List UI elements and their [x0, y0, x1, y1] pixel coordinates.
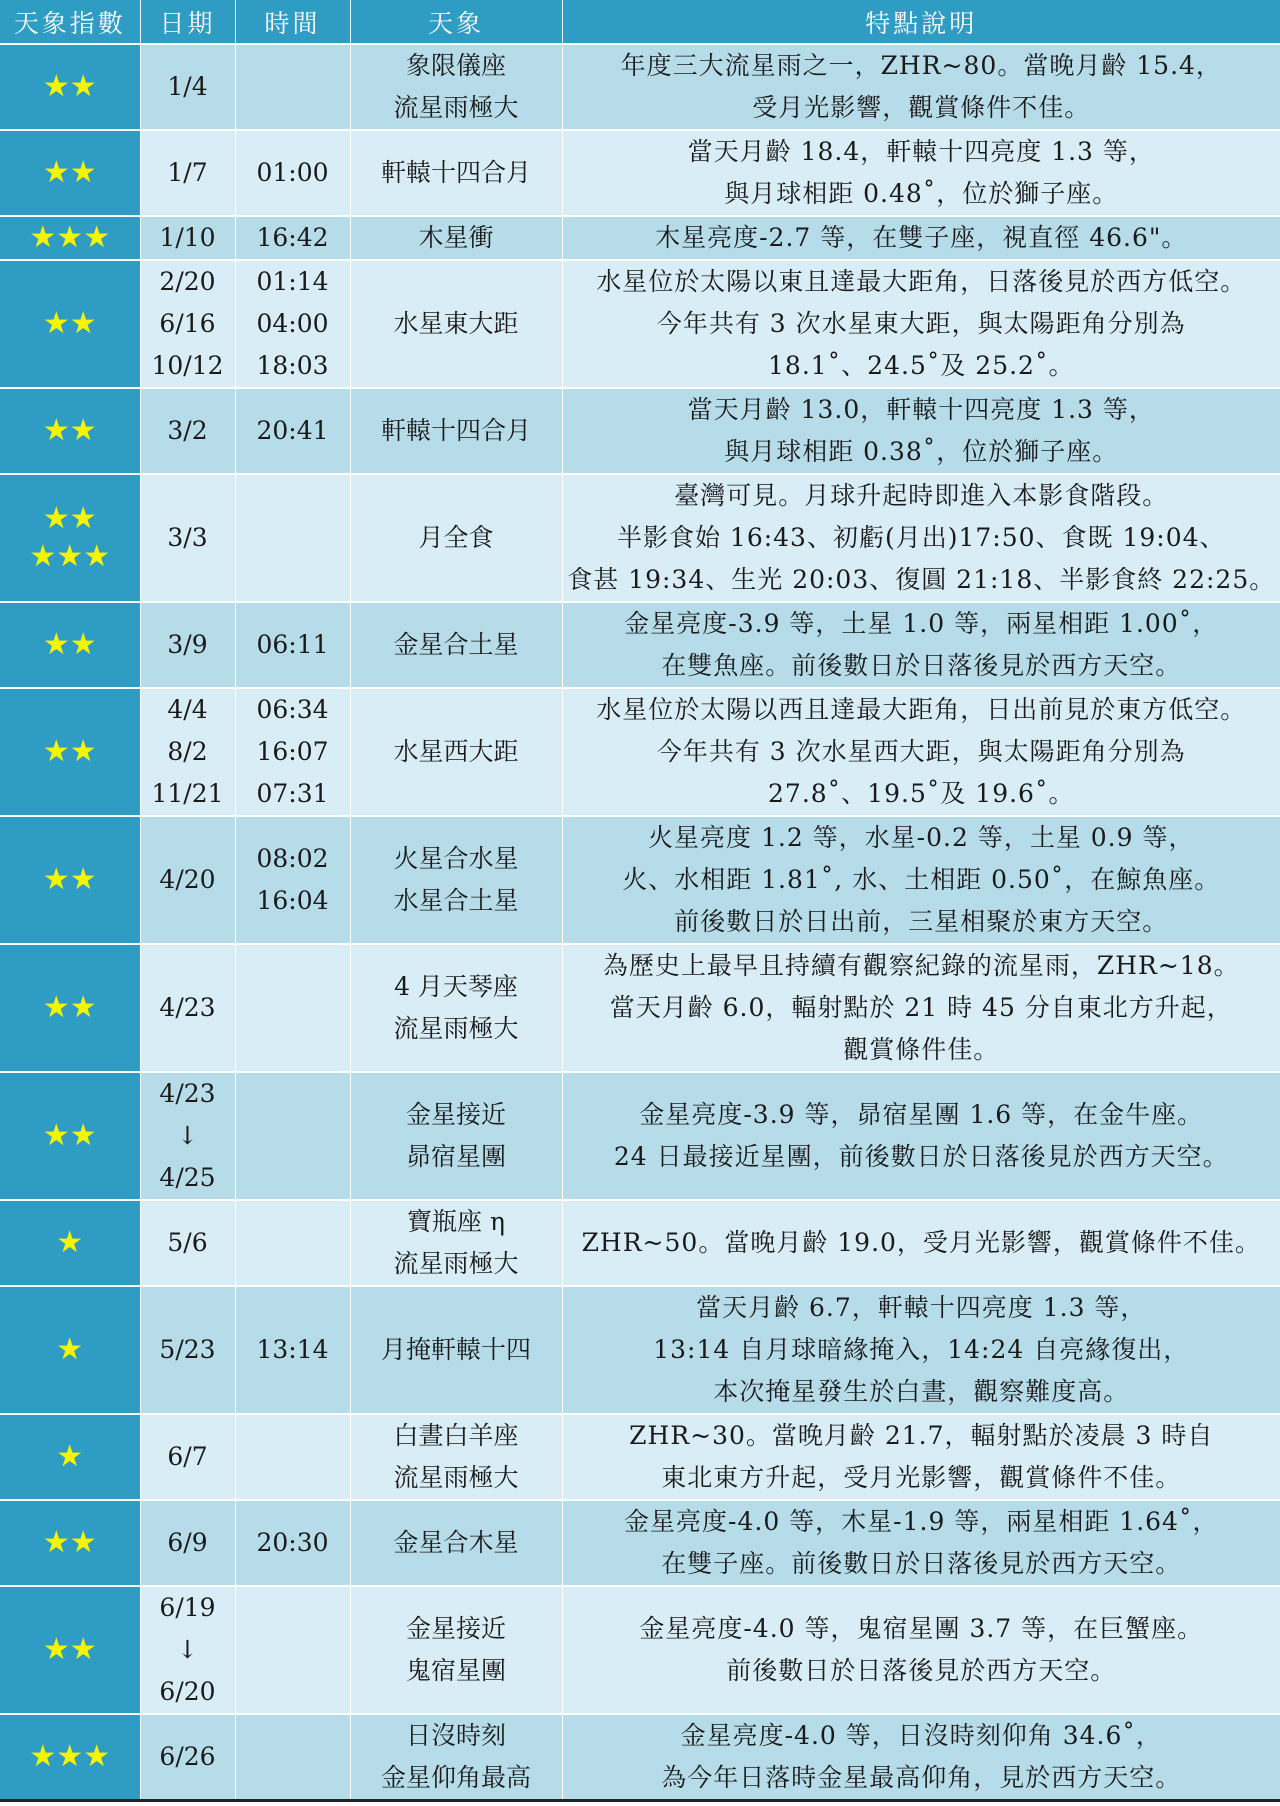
event-description-line: 前後數日於日出前，三星相聚於東方天空。	[674, 907, 1169, 936]
table-row	[0, 1500, 1280, 1586]
event-date-line: 5/6	[167, 1228, 208, 1257]
event-name	[350, 388, 562, 474]
event-description-line: 半影食始 16:43、初虧(月出)17:50、食既 19:04、	[616, 523, 1226, 552]
event-name	[350, 1286, 562, 1414]
event-date-line: 6/19	[159, 1593, 216, 1622]
event-time	[235, 1414, 350, 1500]
event-date-line: 6/26	[159, 1742, 216, 1771]
event-description-line: 水星位於太陽以西且達最大距角，日出前見於東方低空。	[596, 695, 1247, 724]
star-rating-line: ★★	[42, 862, 97, 897]
event-description-line: 金星亮度-4.0 等，木星-1.9 等，兩星相距 1.64˚，	[624, 1507, 1219, 1536]
event-description	[562, 1286, 1280, 1414]
event-name-line: 昴宿星團	[405, 1142, 506, 1171]
table-row	[0, 388, 1280, 474]
event-description-line: 木星亮度-2.7 等，在雙子座，視直徑 46.6"。	[655, 223, 1188, 252]
event-date-line: 4/25	[159, 1163, 216, 1192]
event-description	[562, 1072, 1280, 1200]
event-description-line: 金星亮度-4.0 等，日沒時刻仰角 34.6˚，	[680, 1721, 1162, 1750]
event-name	[350, 216, 562, 260]
event-time	[235, 44, 350, 130]
event-date	[140, 216, 235, 260]
event-date	[140, 816, 235, 944]
event-description-line: 觀賞條件佳。	[843, 1035, 1000, 1064]
event-time-line: 16:42	[256, 223, 329, 252]
event-date-line: 11/21	[151, 779, 224, 808]
event-description-line: 火、水相距 1.81˚, 水、土相距 0.50˚，在鯨魚座。	[622, 865, 1221, 894]
event-name-line: 流星雨極大	[393, 1014, 519, 1043]
event-name-line: 日沒時刻	[405, 1721, 506, 1750]
table-row	[0, 1072, 1280, 1200]
event-description-line: 27.8˚、19.5˚及 19.6˚。	[768, 779, 1075, 808]
event-name	[350, 1414, 562, 1500]
event-description-line: 金星亮度-3.9 等，土星 1.0 等，兩星相距 1.00˚，	[624, 609, 1219, 638]
event-description-line: 為今年日落時金星最高仰角，見於西方天空。	[661, 1763, 1182, 1792]
star-rating	[0, 130, 140, 216]
star-rating	[0, 1586, 140, 1714]
event-description	[562, 1714, 1280, 1801]
event-name-line: 水星合土星	[393, 886, 519, 915]
event-description	[562, 944, 1280, 1072]
event-time-line: 08:02	[256, 844, 329, 873]
event-date-line: 4/23	[159, 1079, 216, 1108]
star-rating	[0, 1072, 140, 1200]
event-time-line: 13:14	[256, 1335, 329, 1364]
event-name	[350, 44, 562, 130]
star-rating	[0, 44, 140, 130]
event-description-line: 今年共有 3 次水星東大距，與太陽距角分別為	[656, 309, 1186, 338]
star-rating-line: ★★	[42, 155, 97, 190]
table-row	[0, 44, 1280, 130]
star-rating-line: ★★	[42, 627, 97, 662]
event-name	[350, 130, 562, 216]
event-description-line: 為歷史上最早且持續有觀察紀錄的流星雨，ZHR~18。	[602, 951, 1240, 980]
table-row	[0, 1414, 1280, 1500]
event-date-line: 3/3	[167, 523, 208, 552]
event-description-line: 18.1˚、24.5˚及 25.2˚。	[768, 351, 1075, 380]
event-name	[350, 1714, 562, 1801]
star-rating-line: ★★★	[29, 539, 111, 574]
event-name-line: 鬼宿星團	[405, 1656, 506, 1685]
table-row	[0, 1714, 1280, 1801]
event-date-line: 1/10	[159, 223, 216, 252]
event-name	[350, 1200, 562, 1286]
header-event: 天象	[350, 0, 562, 44]
table-row	[0, 1200, 1280, 1286]
event-description	[562, 1200, 1280, 1286]
star-rating-line: ★★	[42, 501, 97, 536]
event-time	[235, 816, 350, 944]
event-time	[235, 944, 350, 1072]
event-date-line: 3/2	[167, 416, 208, 445]
event-time-line: 16:04	[256, 886, 329, 915]
event-description-line: 當天月齡 13.0，軒轅十四亮度 1.3 等，	[687, 395, 1155, 424]
event-date-line: 2/20	[159, 267, 216, 296]
table-row	[0, 260, 1280, 388]
table-row	[0, 474, 1280, 602]
event-time	[235, 1286, 350, 1414]
event-date-line: 4/4	[167, 695, 208, 724]
event-date	[140, 260, 235, 388]
event-name-line: 軒轅十四合月	[380, 158, 531, 187]
event-time	[235, 1586, 350, 1714]
event-date	[140, 1714, 235, 1801]
event-time-line: 07:31	[256, 779, 329, 808]
event-description-line: 金星亮度-3.9 等，昴宿星團 1.6 等，在金牛座。	[639, 1100, 1204, 1129]
event-description-line: 今年共有 3 次水星西大距，與太陽距角分別為	[656, 737, 1186, 766]
event-description-line: 本次掩星發生於白晝，觀察難度高。	[713, 1377, 1130, 1406]
event-time-line: 16:07	[256, 737, 329, 766]
event-description	[562, 474, 1280, 602]
event-description-line: 受月光影響，觀賞條件不佳。	[752, 93, 1091, 122]
event-time-line: 18:03	[256, 351, 329, 380]
header-description: 特點說明	[562, 0, 1280, 44]
event-description-line: 在雙子座。前後數日於日落後見於西方天空。	[661, 1549, 1182, 1578]
table-row	[0, 216, 1280, 260]
star-rating-line: ★	[56, 1225, 84, 1260]
event-name	[350, 1586, 562, 1714]
event-date-line: 5/23	[159, 1335, 216, 1364]
table-row	[0, 688, 1280, 816]
event-name-line: 流星雨極大	[393, 93, 519, 122]
event-date-line: ↓	[177, 1635, 198, 1664]
event-name-line: 白晝白羊座	[393, 1421, 519, 1450]
event-description	[562, 602, 1280, 688]
event-time	[235, 474, 350, 602]
event-name-line: 金星仰角最高	[380, 1763, 531, 1792]
event-date-line: ↓	[177, 1121, 198, 1150]
event-time	[235, 602, 350, 688]
event-time	[235, 388, 350, 474]
event-time	[235, 1200, 350, 1286]
star-rating	[0, 1200, 140, 1286]
event-name	[350, 1500, 562, 1586]
event-description	[562, 688, 1280, 816]
event-date	[140, 1072, 235, 1200]
event-date-line: 1/7	[167, 158, 208, 187]
event-description-line: 13:14 自月球暗緣掩入，14:24 自亮緣復出，	[653, 1335, 1190, 1364]
event-time-line: 20:41	[256, 416, 329, 445]
event-date-line: 3/9	[167, 630, 208, 659]
header-time: 時間	[235, 0, 350, 44]
event-time-line: 06:34	[256, 695, 329, 724]
star-rating	[0, 816, 140, 944]
event-name-line: 金星接近	[405, 1614, 506, 1643]
event-date	[140, 688, 235, 816]
event-time	[235, 130, 350, 216]
event-time	[235, 1072, 350, 1200]
event-date	[140, 1286, 235, 1414]
event-time	[235, 260, 350, 388]
event-date	[140, 474, 235, 602]
event-name-line: 金星接近	[405, 1100, 506, 1129]
event-name	[350, 1072, 562, 1200]
star-rating-line: ★★★	[29, 1739, 111, 1774]
star-rating	[0, 388, 140, 474]
event-name-line: 水星西大距	[393, 737, 519, 766]
event-description	[562, 388, 1280, 474]
star-rating-line: ★★	[42, 413, 97, 448]
event-date	[140, 130, 235, 216]
event-date	[140, 1414, 235, 1500]
event-date	[140, 388, 235, 474]
event-time-line: 04:00	[256, 309, 329, 338]
event-name	[350, 602, 562, 688]
star-rating	[0, 688, 140, 816]
event-time	[235, 688, 350, 816]
star-rating	[0, 260, 140, 388]
star-rating-line: ★★	[42, 1525, 97, 1560]
star-rating-line: ★	[56, 1439, 84, 1474]
event-description-line: 當天月齡 18.4，軒轅十四亮度 1.3 等，	[687, 137, 1155, 166]
star-rating-line: ★★	[42, 69, 97, 104]
event-name	[350, 260, 562, 388]
event-name-line: 木星衝	[418, 223, 494, 252]
event-date-line: 8/2	[167, 737, 208, 766]
table-row	[0, 130, 1280, 216]
event-name-line: 月全食	[418, 523, 494, 552]
event-date	[140, 602, 235, 688]
star-rating-line: ★★	[42, 1632, 97, 1667]
event-time-line: 01:14	[256, 267, 329, 296]
event-description	[562, 216, 1280, 260]
event-date	[140, 44, 235, 130]
event-name-line: 寶瓶座 η	[407, 1207, 505, 1236]
star-rating-line: ★★	[42, 990, 97, 1025]
star-rating-line: ★	[56, 1332, 84, 1367]
star-rating-line: ★★★	[29, 220, 111, 255]
star-rating-line: ★★	[42, 1118, 97, 1153]
header-rating: 天象指數	[0, 0, 140, 44]
event-description-line: 水星位於太陽以東且達最大距角，日落後見於西方低空。	[596, 267, 1247, 296]
event-description-line: 臺灣可見。月球升起時即進入本影食階段。	[674, 481, 1169, 510]
event-date	[140, 944, 235, 1072]
event-description-line: 當天月齡 6.0，輻射點於 21 時 45 分自東北方升起，	[609, 993, 1233, 1022]
event-description	[562, 1586, 1280, 1714]
event-name-line: 火星合水星	[393, 844, 519, 873]
event-name-line: 4 月天琴座	[394, 972, 518, 1001]
event-name-line: 流星雨極大	[393, 1249, 519, 1278]
event-date-line: 6/9	[167, 1528, 208, 1557]
event-description	[562, 44, 1280, 130]
event-date-line: 6/7	[167, 1442, 208, 1471]
event-date	[140, 1586, 235, 1714]
event-description	[562, 260, 1280, 388]
table-row	[0, 1586, 1280, 1714]
table-row	[0, 944, 1280, 1072]
event-description	[562, 130, 1280, 216]
event-description-line: ZHR~50。當晚月齡 19.0，受月光影響，觀賞條件不佳。	[581, 1228, 1261, 1257]
event-name	[350, 816, 562, 944]
event-time-line: 01:00	[256, 158, 329, 187]
event-date-line: 6/20	[159, 1677, 216, 1706]
event-name-line: 象限儀座	[405, 51, 506, 80]
event-date-line: 4/20	[159, 865, 216, 894]
header-row	[0, 0, 1280, 44]
event-description-line: 在雙魚座。前後數日於日落後見於西方天空。	[661, 651, 1182, 680]
event-time	[235, 1714, 350, 1801]
event-time-line: 06:11	[256, 630, 329, 659]
star-rating	[0, 944, 140, 1072]
event-description-line: 火星亮度 1.2 等，水星-0.2 等，土星 0.9 等，	[648, 823, 1195, 852]
event-date-line: 1/4	[167, 72, 208, 101]
event-description	[562, 1500, 1280, 1586]
event-name-line: 流星雨極大	[393, 1463, 519, 1492]
event-name	[350, 688, 562, 816]
event-description-line: ZHR~30。當晚月齡 21.7，輻射點於凌晨 3 時自	[629, 1421, 1214, 1450]
event-description-line: 與月球相距 0.48˚，位於獅子座。	[724, 179, 1119, 208]
event-description-line: 當天月齡 6.7，軒轅十四亮度 1.3 等，	[696, 1293, 1147, 1322]
star-rating	[0, 602, 140, 688]
event-description-line: 年度三大流星雨之一，ZHR~80。當晚月齡 15.4，	[620, 51, 1222, 80]
table-row	[0, 816, 1280, 944]
star-rating-line: ★★	[42, 306, 97, 341]
event-name-line: 軒轅十四合月	[380, 416, 531, 445]
event-description-line: 東北東方升起，受月光影響，觀賞條件不佳。	[661, 1463, 1182, 1492]
star-rating	[0, 1414, 140, 1500]
star-rating	[0, 1286, 140, 1414]
event-name-line: 水星東大距	[393, 309, 519, 338]
event-date-line: 10/12	[151, 351, 224, 380]
event-time	[235, 216, 350, 260]
event-date	[140, 1500, 235, 1586]
header-date: 日期	[140, 0, 235, 44]
star-rating	[0, 474, 140, 602]
event-name-line: 金星合土星	[393, 630, 519, 659]
star-rating	[0, 1500, 140, 1586]
event-time	[235, 1500, 350, 1586]
event-description-line: 食甚 19:34、生光 20:03、復圓 21:18、半影食終 22:25。	[567, 565, 1276, 594]
star-rating-line: ★★	[42, 734, 97, 769]
event-name	[350, 944, 562, 1072]
star-rating	[0, 1714, 140, 1801]
event-description-line: 24 日最接近星團，前後數日於日落後見於西方天空。	[613, 1142, 1229, 1171]
event-description-line: 與月球相距 0.38˚，位於獅子座。	[724, 437, 1119, 466]
event-date	[140, 1200, 235, 1286]
event-name	[350, 474, 562, 602]
event-name-line: 月掩軒轅十四	[380, 1335, 531, 1364]
event-time-line: 20:30	[256, 1528, 329, 1557]
event-description	[562, 816, 1280, 944]
star-rating	[0, 216, 140, 260]
event-name-line: 金星合木星	[393, 1528, 519, 1557]
event-description	[562, 1414, 1280, 1500]
event-date-line: 4/23	[159, 993, 216, 1022]
table-row	[0, 602, 1280, 688]
table-row	[0, 1286, 1280, 1414]
event-description-line: 前後數日於日落後見於西方天空。	[726, 1656, 1117, 1685]
event-date-line: 6/16	[159, 309, 216, 338]
event-description-line: 金星亮度-4.0 等，鬼宿星團 3.7 等，在巨蟹座。	[639, 1614, 1204, 1643]
